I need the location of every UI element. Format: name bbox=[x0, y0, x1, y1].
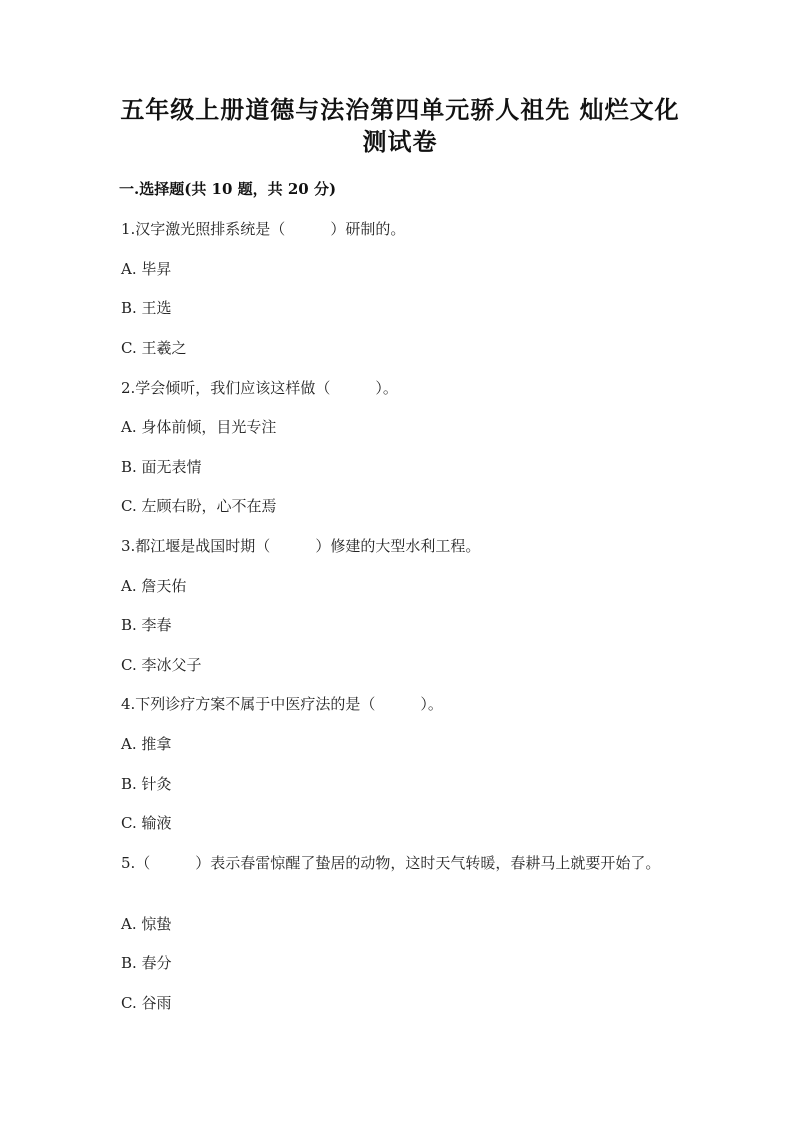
section-heading: 一.选择题(共 10 题，共 20 分) bbox=[119, 180, 337, 198]
question-option: A. 推拿 bbox=[121, 735, 172, 753]
title-line-1: 五年级上册道德与法治第四单元骄人祖先 灿烂文化 bbox=[120, 95, 680, 124]
question-option: C. 输液 bbox=[121, 814, 172, 832]
question-stem: 5.（ ）表示春雷惊醒了蛰居的动物，这时天气转暖，春耕马上就要开始了。 bbox=[121, 854, 661, 872]
question-option: B. 针灸 bbox=[121, 775, 172, 793]
question-stem: 4.下列诊疗方案不属于中医疗法的是（ ）。 bbox=[121, 695, 443, 713]
question-option: C. 王羲之 bbox=[121, 339, 187, 357]
question-option: B. 春分 bbox=[121, 954, 172, 972]
question-option: A. 惊蛰 bbox=[121, 915, 172, 933]
question-option: C. 左顾右盼，心不在焉 bbox=[121, 497, 277, 515]
question-stem: 3.都江堰是战国时期（ ）修建的大型水利工程。 bbox=[121, 537, 481, 555]
question-stem: 2.学会倾听，我们应该这样做（ ）。 bbox=[121, 379, 398, 397]
question-option: C. 谷雨 bbox=[121, 994, 172, 1012]
question-stem: 1.汉字激光照排系统是（ ）研制的。 bbox=[121, 220, 406, 238]
question-option: A. 毕昇 bbox=[121, 260, 172, 278]
question-option: C. 李冰父子 bbox=[121, 656, 202, 674]
question-option: B. 王选 bbox=[121, 299, 172, 317]
question-option: B. 李春 bbox=[121, 616, 172, 634]
question-option: B. 面无表情 bbox=[121, 458, 202, 476]
title-line-2: 测试卷 bbox=[362, 127, 438, 156]
question-option: A. 身体前倾，目光专注 bbox=[121, 418, 277, 436]
document-title bbox=[60, 94, 740, 158]
question-option: A. 詹天佑 bbox=[121, 577, 187, 595]
